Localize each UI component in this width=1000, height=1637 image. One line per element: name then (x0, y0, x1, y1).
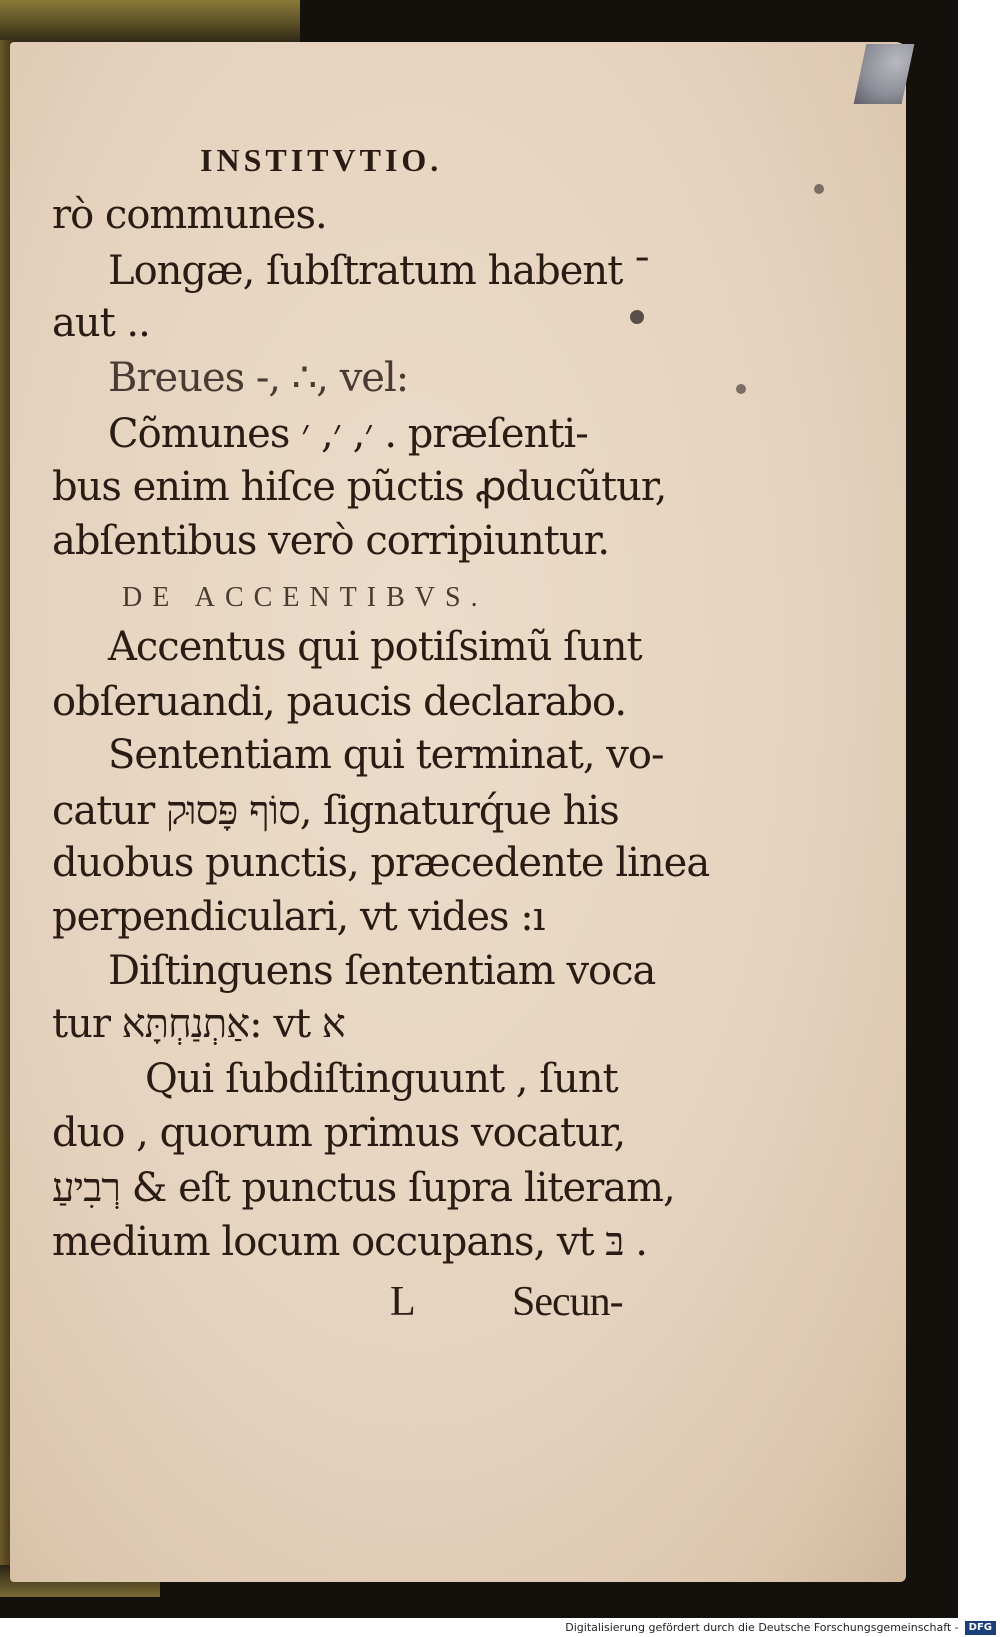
text-line: Diſtinguens ſententiam voca (108, 948, 656, 994)
text-line: Cõmunes ׳, ׳, ׳ . præſenti- (108, 411, 588, 457)
text-line: perpendiculari, vt vides :ı (52, 894, 545, 940)
text-line: Qui ſubdiſtinguunt , ſunt (145, 1056, 618, 1102)
text-line: Accentus qui potiſsimũ ſunt (108, 624, 642, 670)
text-line: obſeruandi, paucis declarabo. (52, 679, 627, 725)
text-line: Breues -, ∴, vel: (108, 355, 409, 401)
text-line: duo , quorum primus vocatur, (52, 1110, 626, 1156)
text-line: bus enim hiſce pũctis ꝓducũtur, (52, 464, 667, 510)
book-page (10, 42, 906, 1582)
text-line: abſentibus verò corripiuntur. (52, 518, 610, 564)
text-line: aut .. (52, 300, 150, 346)
text-line: tur אַתְנַחְתָּא: vt א (52, 1001, 345, 1047)
ink-spot (814, 184, 824, 194)
catchword: Secun- (512, 1279, 623, 1325)
dfg-logo: DFG (965, 1621, 996, 1635)
digitization-caption (0, 1618, 1000, 1637)
text-line: rò communes. (52, 192, 327, 238)
ink-spot (630, 310, 644, 324)
text-line: medium locum occupans, vt בּ . (52, 1219, 648, 1265)
running-head: INSTITVTIO. (200, 142, 443, 178)
text-line: רְבִיעַ & eſt punctus ſupra literam, (52, 1165, 675, 1211)
text-line: Longæ, ſubſtratum habent ־ (108, 248, 649, 294)
book-binding-top (0, 0, 300, 44)
text-line: Sententiam qui terminat, vo- (108, 732, 664, 778)
signature-mark: L (390, 1279, 415, 1325)
text-line: catur סוֹף פָּסוּק, ſignaturq́ue his (52, 788, 619, 834)
text-line: duobus punctis, præcedente linea (52, 840, 710, 886)
ink-spot (736, 384, 746, 394)
section-heading: DE ACCENTIBVS. (122, 582, 488, 613)
caption-text: Digitalisierung gefördert durch die Deutsche Forschungsgemeinschaft - (565, 1621, 959, 1634)
